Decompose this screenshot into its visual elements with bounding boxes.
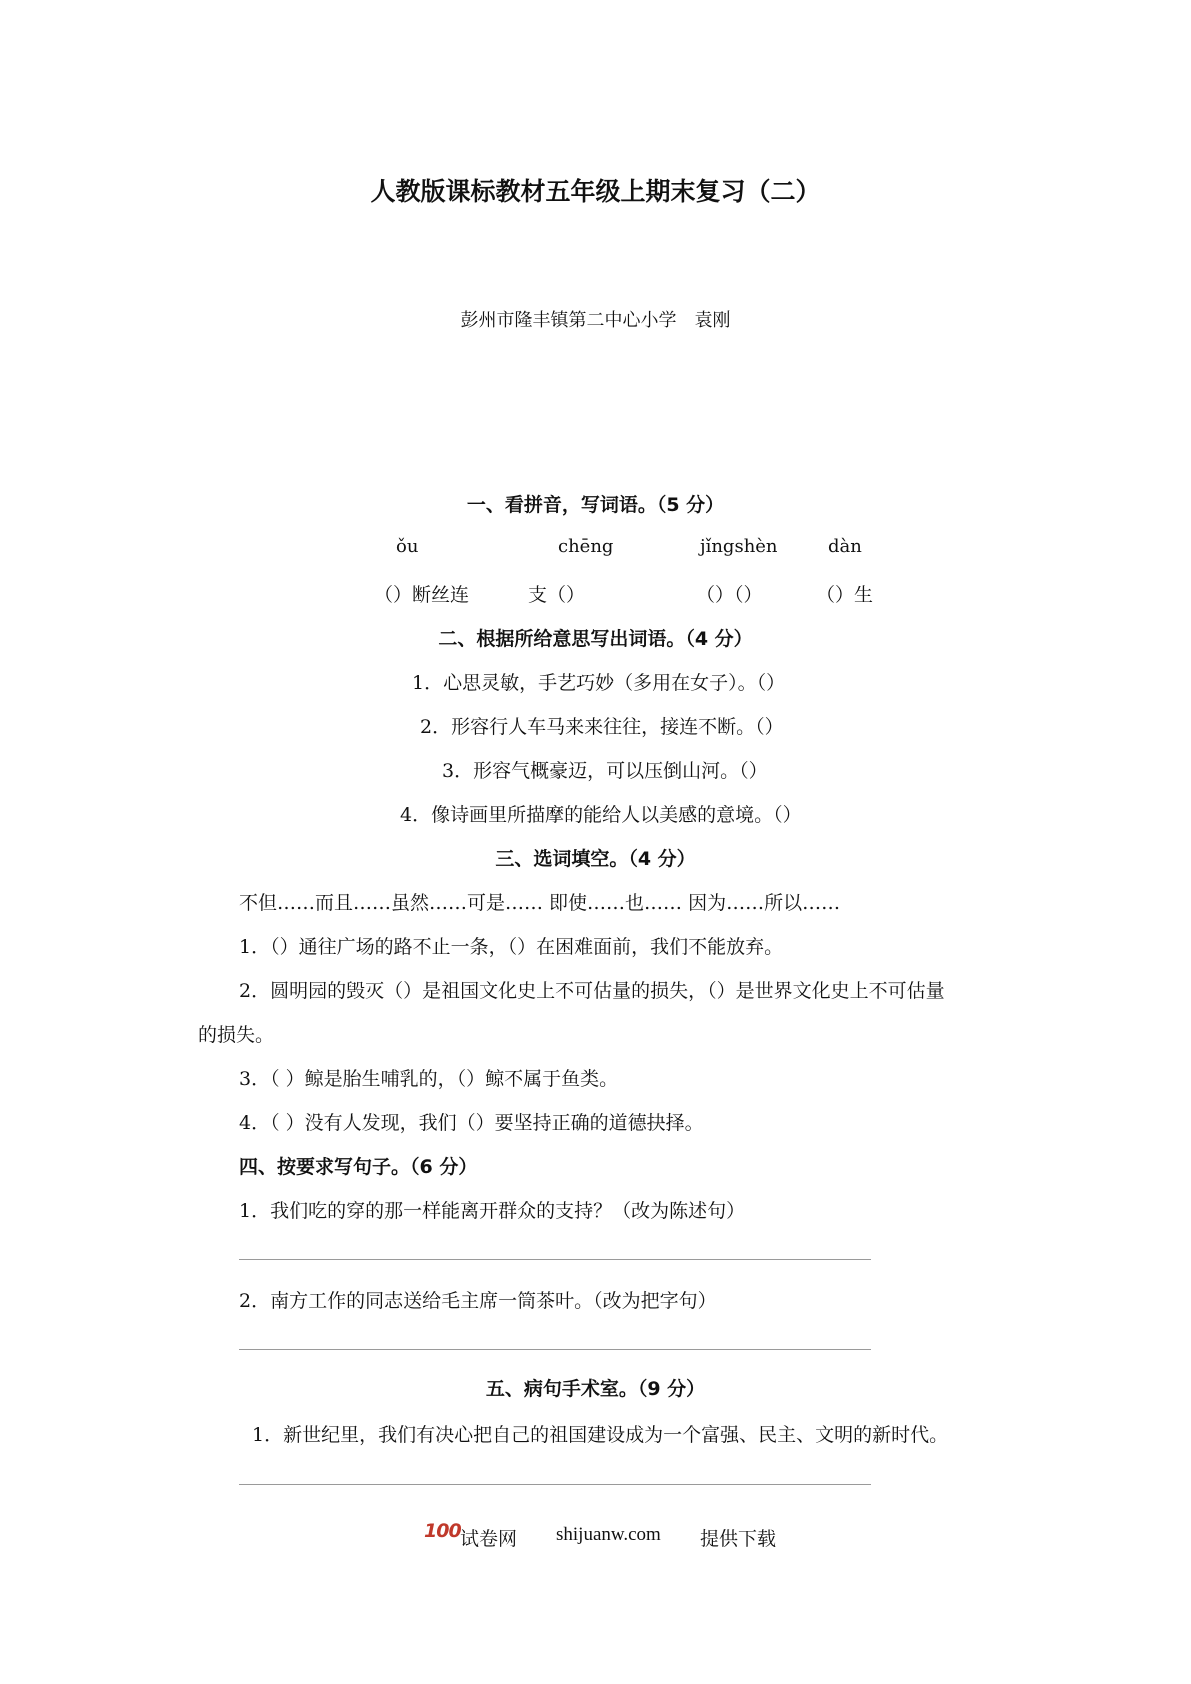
section2-item-1: 1．心思灵敏，手艺巧妙（多用在女子）。（） — [412, 672, 786, 694]
author-line: 彭州市隆丰镇第二中心小学 袁刚 — [460, 310, 731, 331]
section1-heading: 一、看拼音，写词语。（5 分） — [466, 494, 725, 516]
section5-item-1: 1．新世纪里，我们有决心把自己的祖国建设成为一个富强、民主、文明的新时代。 — [252, 1424, 949, 1446]
pinyin-4: dàn — [828, 536, 862, 557]
section4-item-1: 1．我们吃的穿的那一样能离开群众的支持？（改为陈述句） — [239, 1200, 746, 1222]
blank-3: （）（） — [696, 584, 763, 606]
pinyin-3: jǐngshèn — [700, 536, 778, 557]
section4-heading: 四、按要求写句子。（6 分） — [239, 1156, 478, 1178]
blank-4: （）生 — [816, 584, 874, 606]
section4-item-2: 2．南方工作的同志送给毛主席一筒茶叶。（改为把字句） — [239, 1290, 717, 1312]
site-logo: 100 — [424, 1520, 461, 1542]
footer-site-name: 试卷网 — [460, 1528, 518, 1550]
blank-1: （）断丝连 — [374, 584, 470, 606]
answer-line-1 — [239, 1259, 871, 1260]
section3-heading: 三、选词填空。（4 分） — [495, 848, 696, 870]
section2-item-2: 2．形容行人车马来来往往，接连不断。（） — [420, 716, 784, 738]
section3-item-3: 3．（ ）鲸是胎生哺乳的，（）鲸不属于鱼类。 — [239, 1068, 619, 1090]
blank-2: 支（） — [528, 584, 586, 606]
page-title: 人教版课标教材五年级上期末复习（二） — [370, 177, 821, 206]
answer-line-2 — [239, 1349, 871, 1350]
section3-item-1: 1．（）通往广场的路不止一条，（）在困难面前，我们不能放弃。 — [239, 936, 784, 958]
section3-item-2-cont: 的损失。 — [198, 1024, 275, 1046]
word-options: 不但……而且……虽然……可是…… 即使……也…… 因为……所以…… — [239, 892, 841, 914]
pinyin-2: chēng — [558, 536, 614, 557]
footer-url[interactable]: shijuanw.com — [556, 1524, 661, 1545]
section2-item-3: 3．形容气概豪迈，可以压倒山河。（） — [442, 760, 768, 782]
section3-item-4: 4．（ ）没有人发现，我们（）要坚持正确的道德抉择。 — [239, 1112, 704, 1134]
section5-heading: 五、病句手术室。（9 分） — [485, 1378, 706, 1400]
section2-item-4: 4．像诗画里所描摩的能给人以美感的意境。（） — [400, 804, 802, 826]
section3-item-2: 2．圆明园的毁灭（）是祖国文化史上不可估量的损失，（）是世界文化史上不可估量 — [239, 980, 945, 1002]
footer-note: 提供下载 — [700, 1528, 777, 1550]
answer-line-3 — [239, 1484, 871, 1485]
pinyin-1: ǒu — [396, 536, 419, 557]
section2-heading: 二、根据所给意思写出词语。（4 分） — [438, 628, 753, 650]
